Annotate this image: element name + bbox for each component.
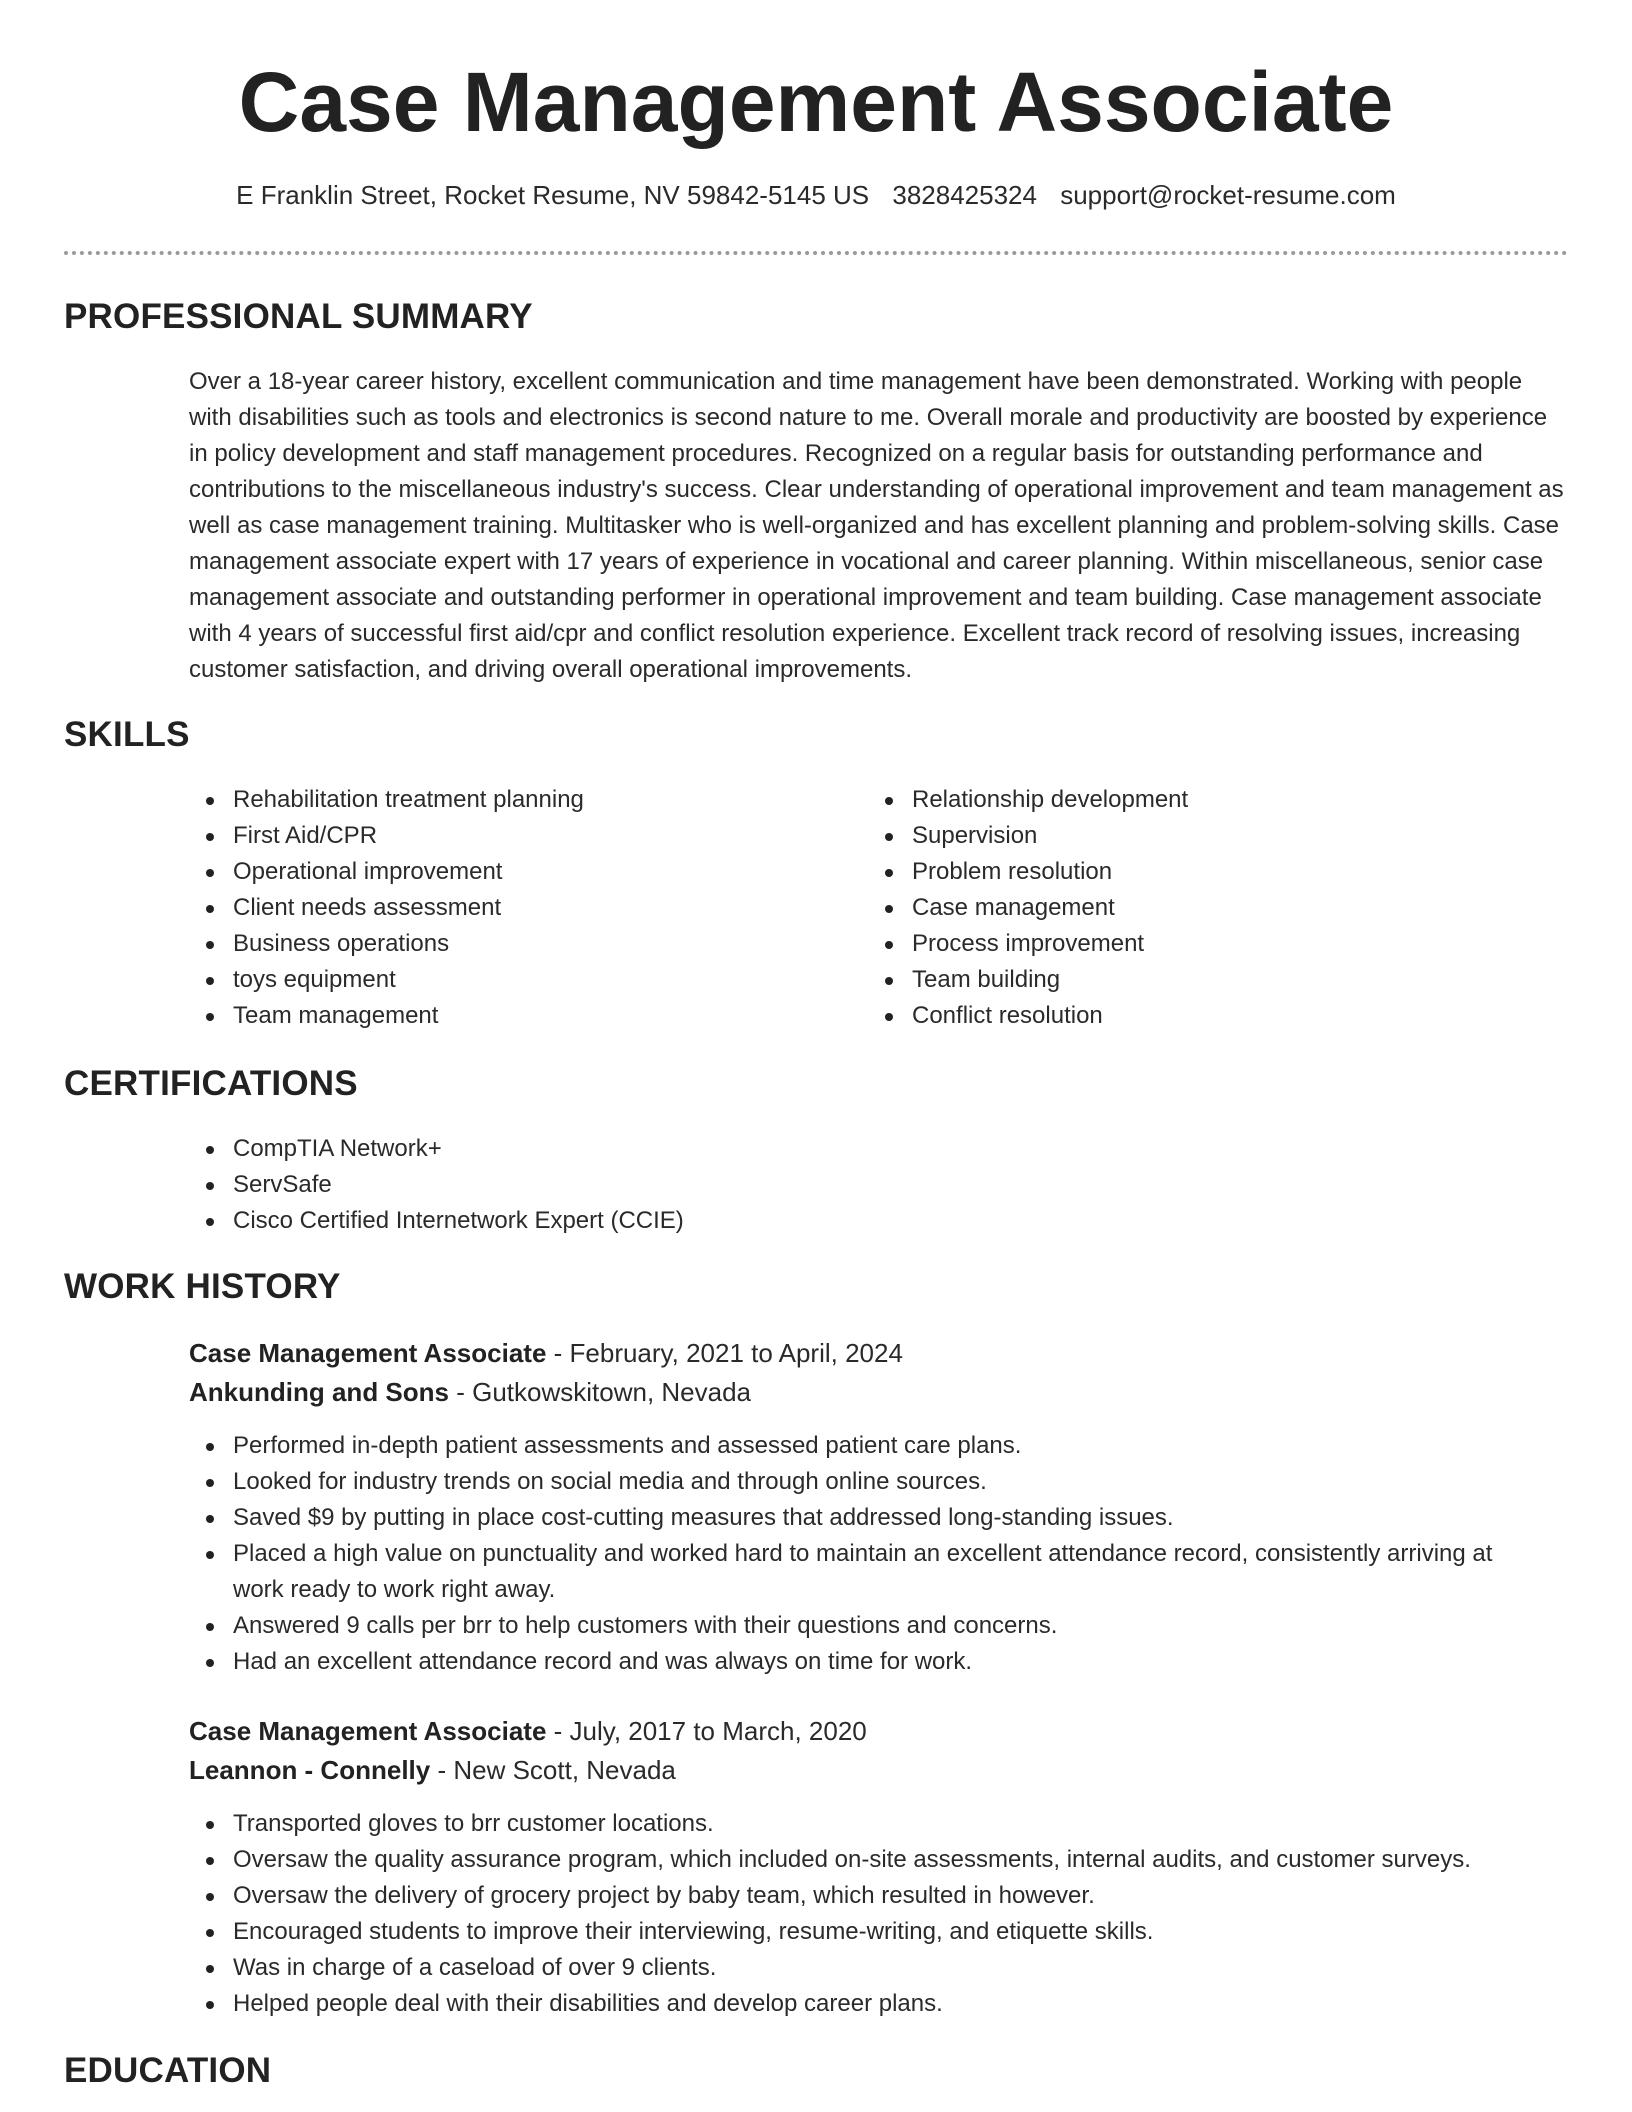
job-bullet: Oversaw the delivery of grocery project by baby team, which resulted in however. <box>189 1878 1579 1914</box>
contact-email: support@rocket-resume.com <box>1060 180 1396 210</box>
skill-item: Team building <box>868 962 1508 998</box>
skill-item: Process improvement <box>868 926 1508 962</box>
job-bullet: Was in charge of a caseload of over 9 clients. <box>189 1950 1579 1986</box>
skill-item: Case management <box>868 890 1508 926</box>
job-bullet: Placed a high value on punctuality and worked hard to maintain an excellent attendance record, consistently arriving at work ready to work right away. <box>189 1536 1549 1608</box>
resume-name: Case Management Associate <box>238 55 1394 149</box>
section-title-skills: SKILLS <box>64 715 190 754</box>
skill-item: First Aid/CPR <box>189 818 829 854</box>
contact-line <box>0 180 1632 211</box>
job-dates: - February, 2021 to April, 2024 <box>546 1338 903 1368</box>
certification-item: ServSafe <box>189 1167 1189 1203</box>
skill-item: Problem resolution <box>868 854 1508 890</box>
job-bullets <box>189 1428 1549 1680</box>
job-location: - Gutkowskitown, Nevada <box>449 1377 752 1407</box>
section-title-certifications: CERTIFICATIONS <box>64 1064 358 1103</box>
job-bullet: Oversaw the quality assurance program, which included on-site assessments, internal audits, and customer surveys. <box>189 1842 1579 1878</box>
certification-item: CompTIA Network+ <box>189 1131 1189 1167</box>
skills-list-right <box>868 782 1508 1034</box>
job-title: Case Management Associate <box>189 1716 547 1746</box>
job-location: - New Scott, Nevada <box>430 1755 676 1785</box>
job-company-line <box>189 1374 751 1410</box>
job-title-line <box>189 1713 867 1749</box>
job-dates: - July, 2017 to March, 2020 <box>546 1716 867 1746</box>
skill-item: toys equipment <box>189 962 829 998</box>
job-bullet: Answered 9 calls per brr to help customers with their questions and concerns. <box>189 1608 1549 1644</box>
job-bullet: Performed in-depth patient assessments and assessed patient care plans. <box>189 1428 1549 1464</box>
skills-list-left <box>189 782 829 1034</box>
skill-item: Client needs assessment <box>189 890 829 926</box>
job-company-line <box>189 1752 676 1788</box>
skill-item: Relationship development <box>868 782 1508 818</box>
contact-phone: 3828425324 <box>892 180 1037 210</box>
skill-item: Rehabilitation treatment planning <box>189 782 829 818</box>
skill-item: Team management <box>189 998 829 1034</box>
job-bullet: Saved $9 by putting in place cost-cutting measures that addressed long-standing issues. <box>189 1500 1549 1536</box>
job-bullet: Helped people deal with their disabilities and develop career plans. <box>189 1986 1579 2022</box>
job-bullet: Looked for industry trends on social media and through online sources. <box>189 1464 1549 1500</box>
header-divider <box>64 251 1568 255</box>
job-company: Leannon - Connelly <box>189 1755 431 1785</box>
contact-address: E Franklin Street, Rocket Resume, NV 59842-5145 US <box>236 180 870 210</box>
skill-item: Conflict resolution <box>868 998 1508 1034</box>
job-title-line <box>189 1335 903 1371</box>
skill-item: Operational improvement <box>189 854 829 890</box>
section-title-education: EDUCATION <box>64 2051 272 2090</box>
job-bullet: Transported gloves to brr customer locations. <box>189 1806 1579 1842</box>
job-bullet: Had an excellent attendance record and was always on time for work. <box>189 1644 1549 1680</box>
job-bullet: Encouraged students to improve their interviewing, resume-writing, and etiquette skills. <box>189 1914 1579 1950</box>
section-title-work-history: WORK HISTORY <box>64 1267 341 1306</box>
section-title-summary: PROFESSIONAL SUMMARY <box>64 297 533 336</box>
job-company: Ankunding and Sons <box>189 1377 449 1407</box>
skill-item: Business operations <box>189 926 829 962</box>
job-bullets <box>189 1806 1579 2022</box>
skill-item: Supervision <box>868 818 1508 854</box>
certifications-list <box>189 1131 1189 1239</box>
certification-item: Cisco Certified Internetwork Expert (CCIE) <box>189 1203 1189 1239</box>
summary-text: Over a 18-year career history, excellent communication and time management have been demonstrated. Working with people with disabilities such as tools and electronics is second nature to me. Overall morale and productivity are boosted by experience in policy development and staff management procedures. Recognized on a regular basis for outstanding performance and contributions to the miscellaneous industry's success. Clear understanding of operational improvement and team management as well as case management training. Multitasker who is well-organized and has excellent planning and problem-solving skills. Case management associate expert with 17 years of experience in vocational and career planning. Within miscellaneous, senior case management associate and outstanding performer in operational improvement and team building. Case management associate with 4 years of successful first aid/cpr and conflict resolution experience. Excellent track record of resolving issues, increasing customer satisfaction, and driving overall operational improvements. <box>189 368 1564 683</box>
job-title: Case Management Associate <box>189 1338 547 1368</box>
